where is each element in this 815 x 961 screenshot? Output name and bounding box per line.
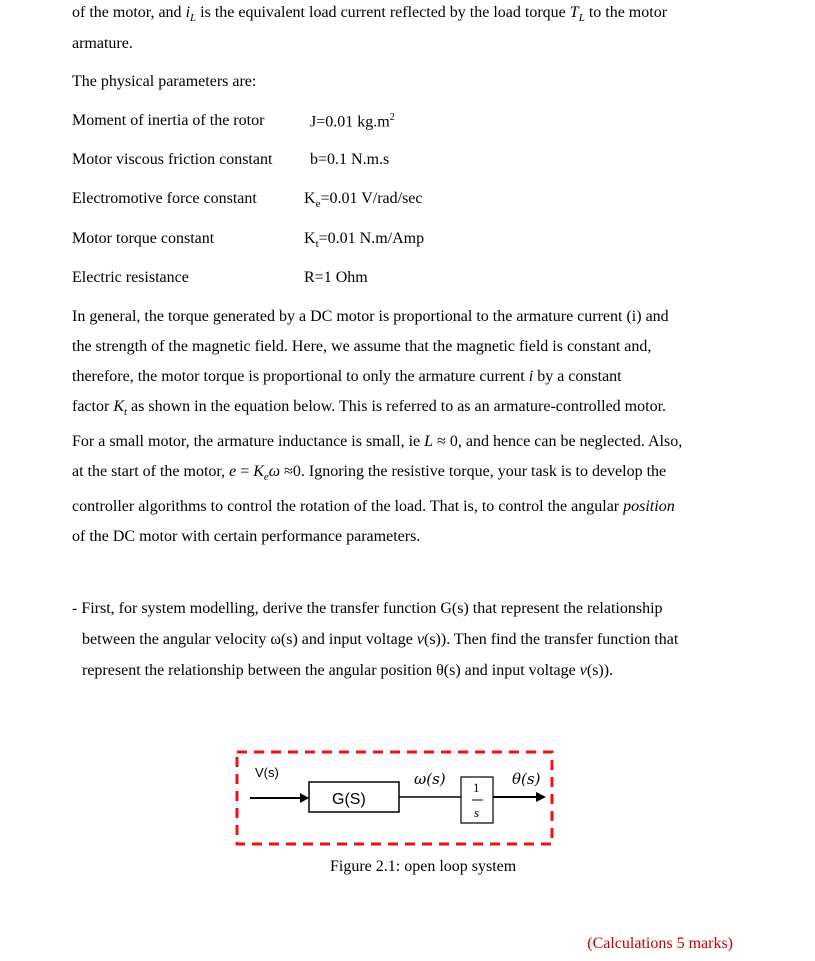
integrator-denominator: s (474, 805, 480, 820)
omega-label: ω(s) (414, 770, 446, 788)
para-line-5: For a small motor, the armature inductance is small, ie L ≈ 0, and hence can be neglected. Also, (72, 433, 683, 451)
param-label-inertia: Moment of inertia of the rotor (72, 112, 265, 129)
para-line-3: therefore, the motor torque is proportional to only the armature current i by a constant (72, 368, 622, 385)
para-line-2: the strength of the magnetic field. Here, we assume that the magnetic field is constant and, (72, 338, 652, 355)
param-label-torque: Motor torque constant (72, 230, 215, 247)
intro-line-2: armature. (72, 35, 133, 52)
param-label-friction: Motor viscous friction constant (72, 151, 273, 168)
task-line-2: between the angular velocity ω(s) and input voltage v(s)). Then find the transfer function that (82, 631, 679, 648)
figure-caption: Figure 2.1: open loop system (330, 858, 517, 875)
param-value-inertia: J=0.01 $kg.m^2$ (310, 112, 395, 131)
output-arrowhead (536, 792, 546, 802)
params-heading: The physical parameters are: (72, 73, 257, 90)
param-label-resistance: Electric resistance (72, 269, 189, 286)
task-line-3: represent the relationship between the angular position θ(s) and input voltage v(s)). (82, 662, 614, 679)
para-line-8: of the DC motor with certain performance parameters. (72, 528, 421, 546)
open-loop-diagram (230, 748, 560, 848)
task-paragraph (72, 593, 734, 686)
integrator-numerator: 1 (473, 780, 480, 795)
para-line-4: factor $K_t$ as shown in the equation below. This is referred to as an armature-controlled motor. (72, 398, 667, 419)
body-paragraph (72, 302, 734, 552)
intro-line-1: of the motor, and $i_L$ is the equivalent load current reflected by the load torque $T_L$ to the motor (72, 4, 668, 25)
para-line-6: at the start of the motor, $e = K_e\omega \approx 0$. Ignoring the resistive torque, your task is to develop the (72, 463, 667, 484)
param-value-emf: $K_e=0.01$ V/rad/sec (304, 190, 423, 211)
param-label-emf: Electromotive force constant (72, 190, 257, 207)
g-block-label: G(S) (332, 791, 366, 808)
theta-label: θ(s) (512, 770, 541, 788)
input-arrowhead (300, 793, 309, 803)
para-line-7: controller algorithms to control the rotation of the load. That is, to control the angular position (72, 498, 675, 516)
param-value-friction: b=0.1 N.m.s (310, 151, 390, 168)
input-label: V(s) (255, 765, 279, 780)
marks-note: (Calculations 5 marks) (587, 935, 733, 952)
task-line-1: - First, for system modelling, derive the transfer function G(s) that represent the relationship (72, 600, 663, 617)
param-value-torque: $K_t=0.01$ N.m/Amp (304, 230, 425, 251)
param-value-resistance: R=1 Ohm (304, 269, 368, 286)
para-line-1: In general, the torque generated by a DC motor is proportional to the armature current (i) and (72, 308, 669, 325)
